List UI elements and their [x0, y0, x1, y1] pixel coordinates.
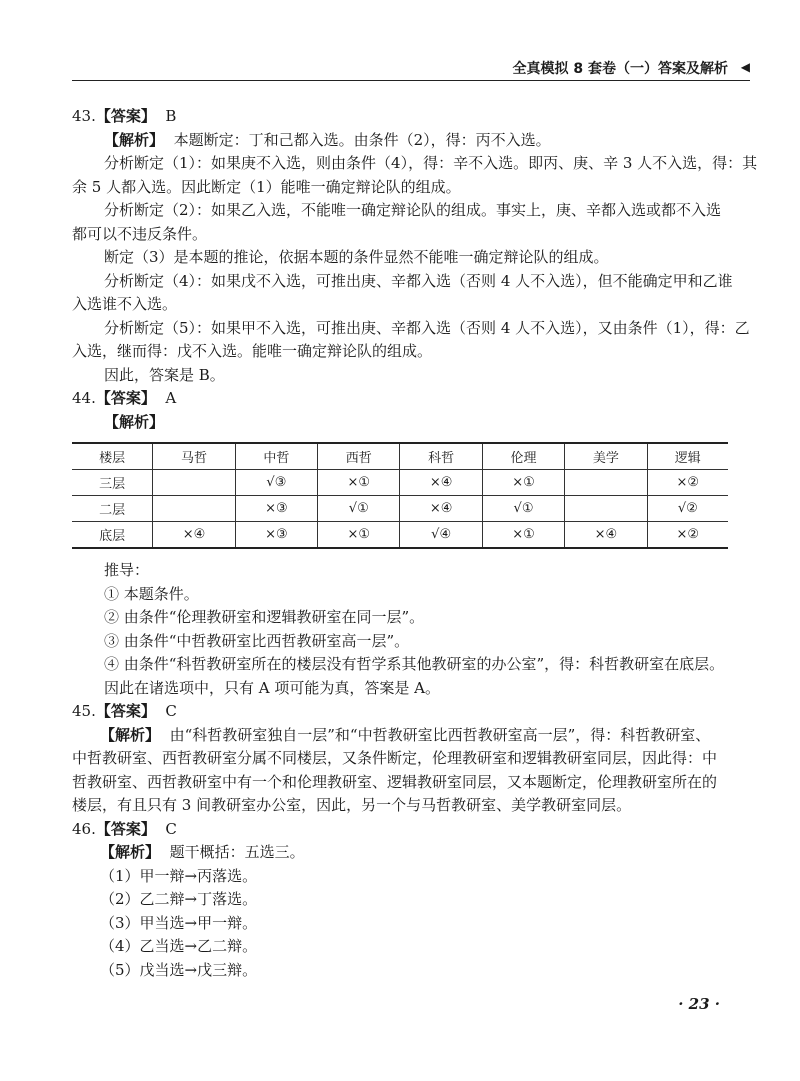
- table-header-cell: 美学: [565, 443, 647, 470]
- table-cell: √④: [400, 522, 482, 549]
- q43-text: 断定（3）是本题的推论，依据本题的条件显然不能唯一确定辩论队的组成。: [104, 248, 609, 266]
- table-cell: ×①: [482, 522, 564, 549]
- table-header-cell: 西哲: [318, 443, 400, 470]
- table-cell: ×④: [400, 470, 482, 496]
- q43-text: 分析断定（5）：如果甲不入选，可推出庚、辛都入选（否则 4 人不入选），又由条件（1），得：乙: [104, 318, 750, 337]
- q46-text: 题干概括：五选三。: [169, 843, 305, 861]
- table-cell: 二层: [72, 496, 153, 522]
- q45-number: 45.: [72, 702, 96, 720]
- page-number: · 23 ·: [678, 995, 720, 1013]
- q45-answer-tag: 【答案】: [95, 702, 156, 720]
- table-row: [72, 470, 728, 496]
- table-cell: [565, 470, 647, 496]
- table-cell: √①: [318, 496, 400, 522]
- q46-text: （4）乙当选→乙二辩。: [100, 937, 258, 955]
- q46-explanation-tag: 【解析】: [100, 843, 161, 861]
- q46-number: 46.: [72, 819, 96, 838]
- table-header-cell: 逻辑: [647, 443, 728, 470]
- q43-text: 本题断定：丁和己都入选。由条件（2），得：丙不入选。: [173, 130, 551, 149]
- q43-answer: B: [165, 107, 177, 125]
- table-cell: 三层: [72, 470, 153, 496]
- q43-text: 都可以不违反条件。: [72, 224, 208, 243]
- header-title: 全真模拟 8 套卷（一）答案及解析: [512, 61, 728, 77]
- table-row: [72, 522, 728, 549]
- q46-explanation-line: [72, 841, 728, 865]
- q45-explanation-line: [72, 724, 728, 748]
- q43-text: 因此，答案是 B。: [104, 365, 225, 384]
- table-cell: ×②: [647, 522, 728, 549]
- table-cell: [565, 496, 647, 522]
- q44-number: 44.: [72, 389, 96, 407]
- q43-text: 入选，继而得：戊不入选。能唯一确定辩论队的组成。: [72, 342, 433, 360]
- table-cell: ×④: [565, 522, 647, 549]
- q46-text: （2）乙二辩→丁落选。: [100, 890, 258, 908]
- q45-text: 由“科哲教研室独自一层”和“中哲教研室比西哲教研室高一层”，得：科哲教研室、: [169, 725, 711, 744]
- q43-text: 分析断定（4）：如果戊不入选，可推出庚、辛都入选（否则 4 人不入选），但不能确定甲和乙谁: [104, 271, 733, 290]
- table-cell: ×①: [318, 522, 400, 549]
- q45-text: 哲教研室、西哲教研室中有一个和伦理教研室、逻辑教研室同层，又本题断定，伦理教研室所在的: [72, 772, 718, 791]
- q44-answer-tag: 【答案】: [95, 389, 156, 407]
- table-cell: ×③: [235, 522, 317, 549]
- page-header: [72, 58, 750, 81]
- table-header-cell: 楼层: [72, 443, 153, 470]
- table-cell: [153, 496, 235, 522]
- q45-answer: C: [165, 702, 177, 720]
- table-cell: ×④: [400, 496, 482, 522]
- table-cell: √②: [647, 496, 728, 522]
- page-content: [72, 105, 758, 982]
- q44-text: 因此在诸选项中，只有 A 项可能为真，答案是 A。: [104, 678, 440, 697]
- q46-answer: C: [165, 819, 177, 838]
- q43-text: 分析断定（2）：如果乙入选，不能唯一确定辩论队的组成。事实上，庚、辛都入选或都不入选: [104, 201, 722, 219]
- table-cell: ×②: [647, 470, 728, 496]
- q44-text: ④ 由条件“科哲教研室所在的楼层没有哲学系其他教研室的办公室”，得：科哲教研室在底层。: [104, 655, 725, 673]
- q43-text: 分析断定（1）：如果庚不入选，则由条件（4），得：辛不入选。即丙、庚、辛 3 人不入选，得：其: [104, 154, 758, 172]
- q43-explanation-line: [72, 129, 728, 153]
- table-cell: √①: [482, 496, 564, 522]
- table-header-cell: 科哲: [400, 443, 482, 470]
- q46-text: （5）戊当选→戊三辩。: [100, 960, 258, 979]
- table-cell: ×①: [318, 470, 400, 496]
- q46-text: （3）甲当选→甲一辩。: [100, 913, 258, 932]
- q44-text: ② 由条件“伦理教研室和逻辑教研室在同一层”。: [104, 608, 425, 626]
- table-cell: ×③: [235, 496, 317, 522]
- q45-explanation-tag: 【解析】: [100, 725, 161, 744]
- q44-text: ① 本题条件。: [104, 584, 199, 603]
- q46-text: （1）甲一辩→丙落选。: [100, 866, 258, 885]
- q44-explanation-line: [72, 411, 728, 435]
- table-cell: ×①: [482, 470, 564, 496]
- table-cell: 底层: [72, 522, 153, 549]
- table-header-row: [72, 443, 728, 470]
- table-row: [72, 496, 728, 522]
- table-header-cell: 马哲: [153, 443, 235, 470]
- table-header-cell: 伦理: [482, 443, 564, 470]
- q44-explanation-tag: 【解析】: [104, 412, 165, 431]
- q43-number: 43.: [72, 107, 96, 125]
- q43-explanation-tag: 【解析】: [104, 130, 165, 149]
- q45-text: 楼层，有且只有 3 间教研室办公室，因此，另一个与马哲教研室、美学教研室同层。: [72, 796, 632, 814]
- q44-answer: A: [165, 389, 177, 407]
- header-arrow-icon: ◀: [740, 60, 750, 74]
- floor-table: [72, 442, 728, 549]
- table-cell: √③: [235, 470, 317, 496]
- q46-answer-line: [72, 818, 728, 842]
- q43-answer-line: [72, 105, 728, 129]
- table-cell: ×④: [153, 522, 235, 549]
- q43-answer-tag: 【答案】: [95, 107, 156, 125]
- q45-text: 中哲教研室、西哲教研室分属不同楼层，又条件断定，伦理教研室和逻辑教研室同层，因此得：中: [72, 749, 718, 767]
- q44-text: 推导：: [104, 561, 150, 579]
- q45-answer-line: [72, 700, 728, 724]
- q44-text: ③ 由条件“中哲教研室比西哲教研室高一层”。: [104, 631, 410, 650]
- q43-text: 入选谁不入选。: [72, 295, 178, 313]
- table-cell: [153, 470, 235, 496]
- table-header-cell: 中哲: [235, 443, 317, 470]
- q44-answer-line: [72, 387, 728, 411]
- q43-text: 余 5 人都入选。因此断定（1）能唯一确定辩论队的组成。: [72, 177, 461, 196]
- q46-answer-tag: 【答案】: [95, 819, 156, 838]
